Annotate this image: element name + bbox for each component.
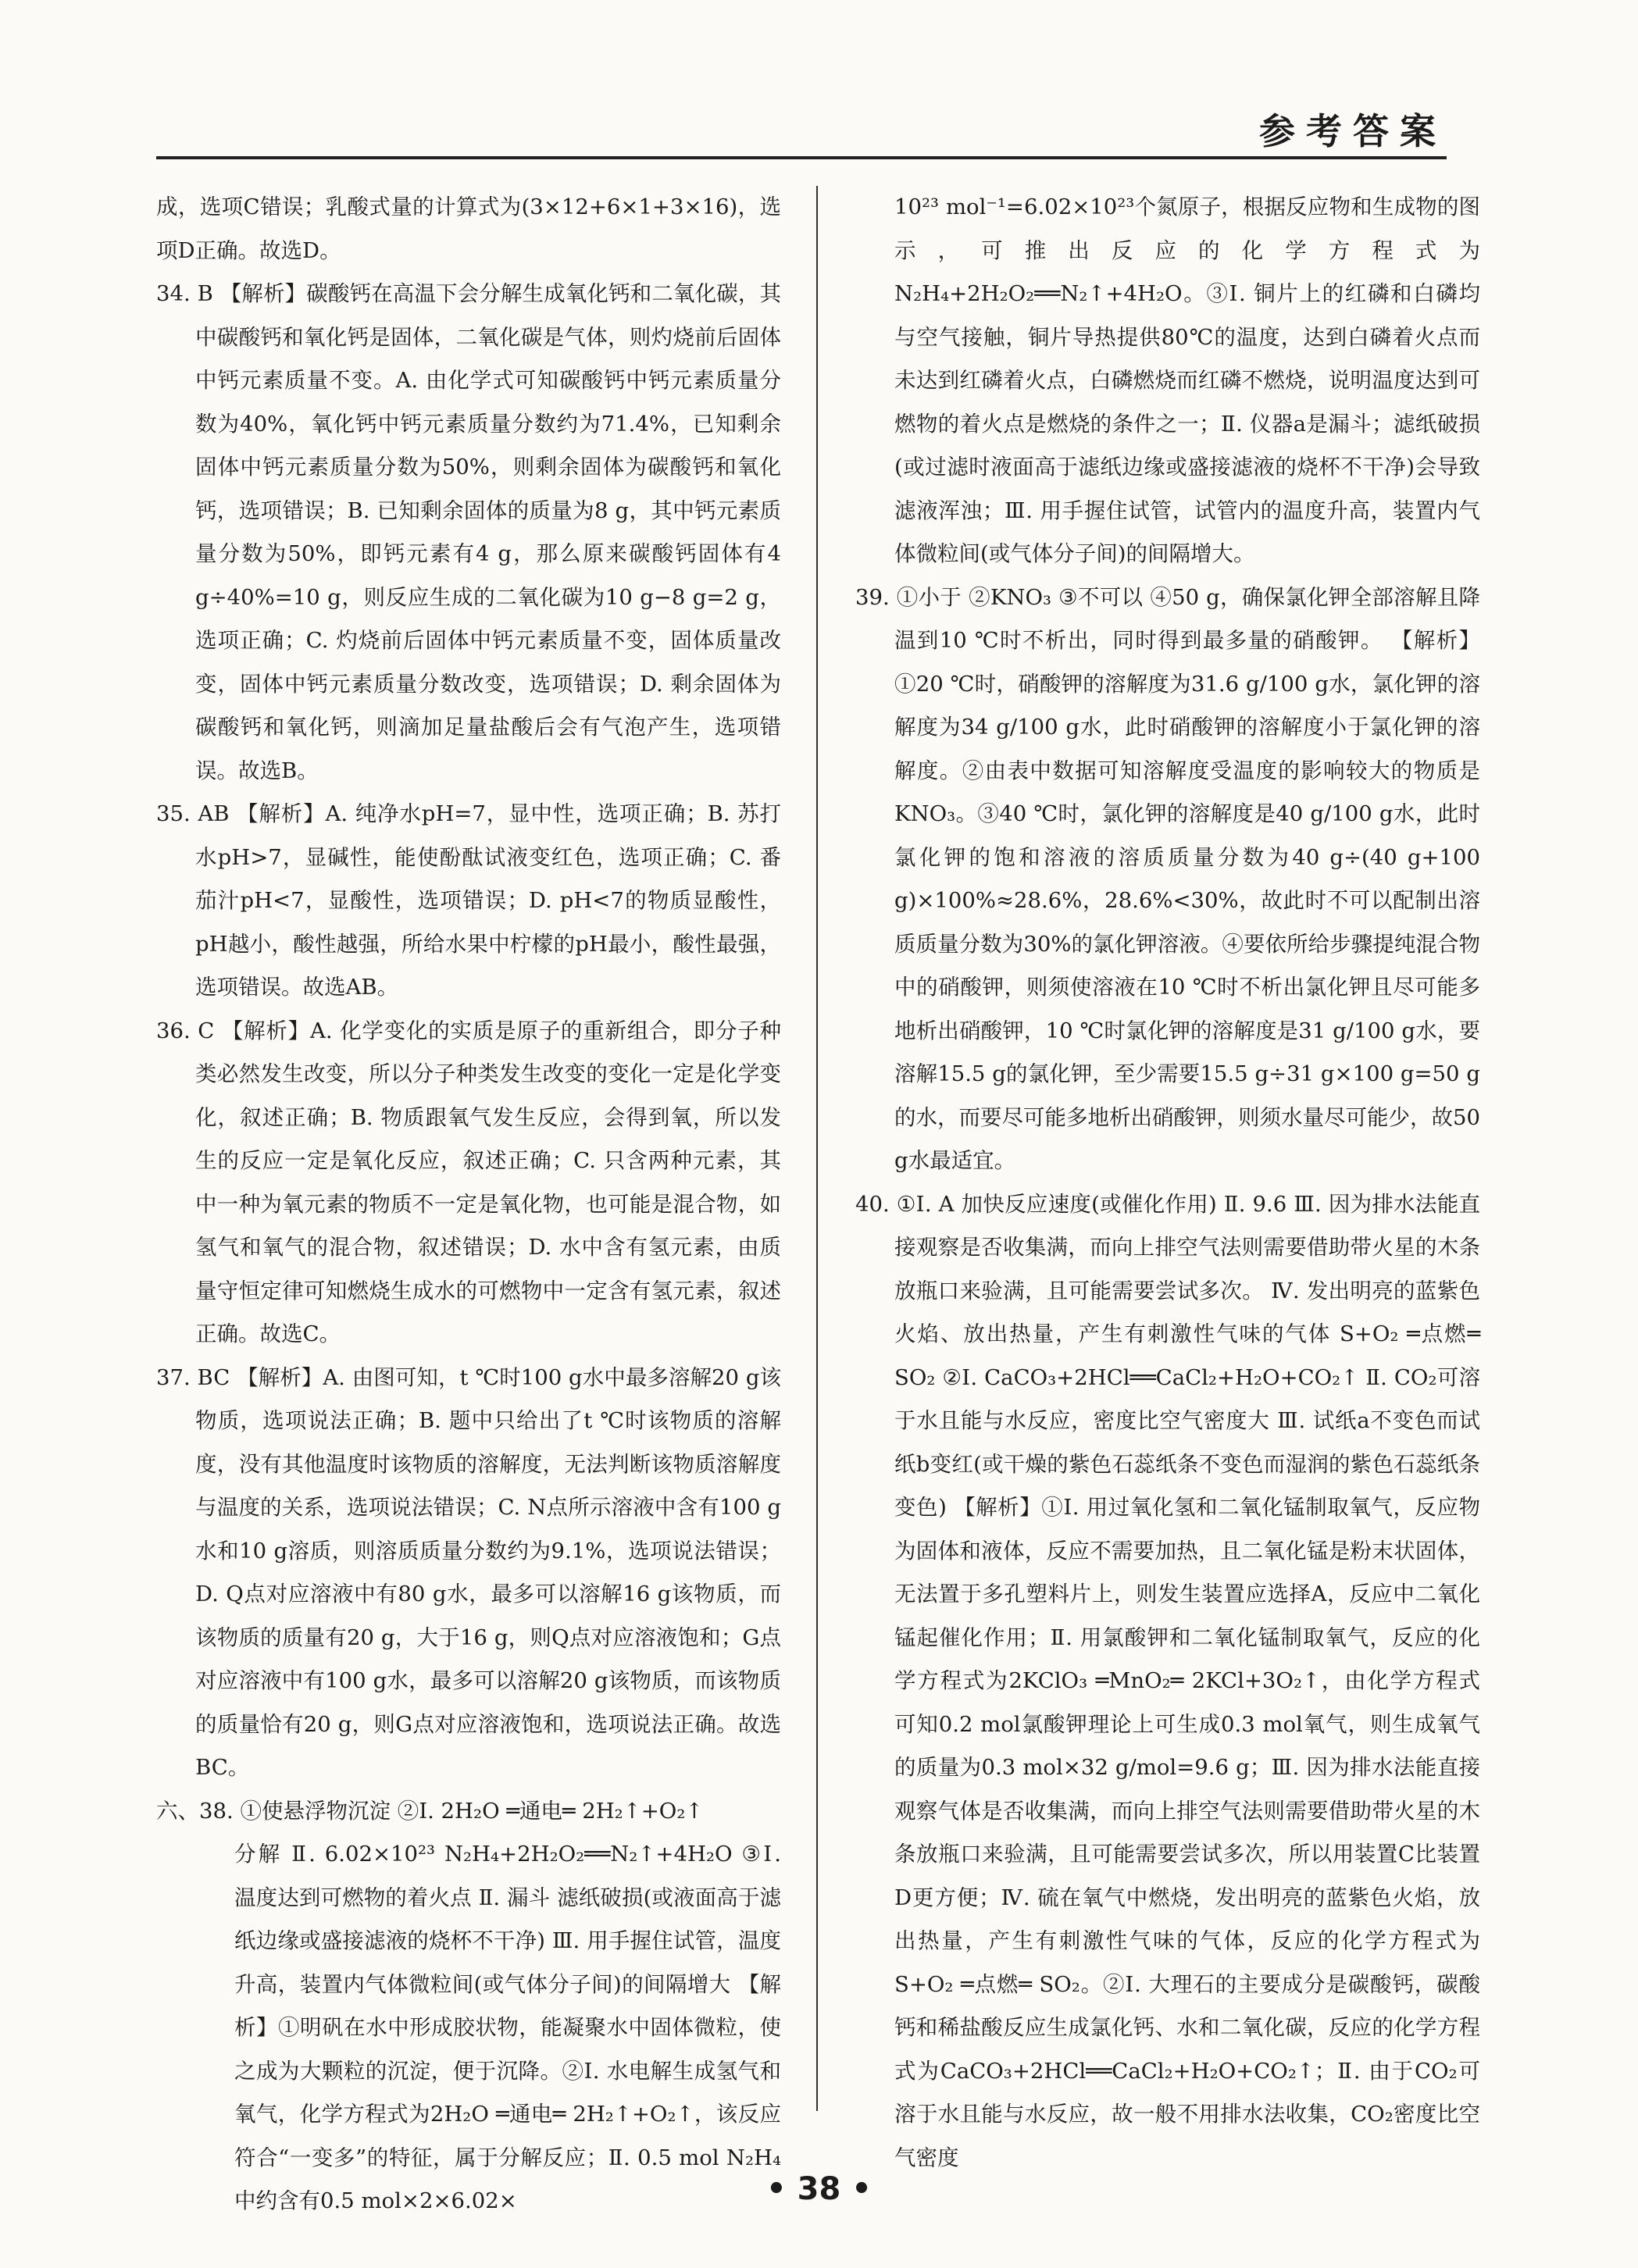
answer-34: 34. B 【解析】碳酸钙在高温下会分解生成氧化钙和二氧化碳，其中碳酸钙和氧化钙是固体，二氧化碳是气体，则灼烧前后固体中钙元素质量不变。A. 由化学式可知碳酸钙中钙元素质量分数为40%，氧化钙中钙元素质量分数约为71.4%，已知剩余固体中钙元素质量分数为50%，则剩余固体为碳酸钙和氧化钙，选项错误；B. 已知剩余固体的质量为8 g，其中钙元素质量分数为50%，即钙元素有4 g，那么原来碳酸钙固体有4 g÷40%=10 g，则反应生成的二氧化碳为10 g−8 g=2 g，选项正确；C. 灼烧前后固体中钙元素质量不变，固体质量改变，固体中钙元素质量分数改变，选项错误；D. 剩余固体为碳酸钙和氧化钙，则滴加足量盐酸后会有气泡产生，选项错误。故选B。 [156,281,781,783]
intro-paragraph: 成，选项C错误；乳酸式量的计算式为(3×12+6×1+3×16)，选项D正确。故选D。 [156,194,781,263]
answer-37: 37. BC 【解析】A. 由图可知，t ℃时100 g水中最多溶解20 g该物质，选项说法正确；B. 题中只给出了t ℃时该物质的溶解度，没有其他温度时该物质的溶解度，无法判断该物质溶解度与温度的关系，选项说法错误；C. N点所示溶液中含有100 g水和10 g溶质，则溶质质量分数约为9.1%，选项说法错误；D. Q点对应溶液中有80 g水，最多可以溶解16 g该物质，而该物质的质量有20 g，大于16 g，则Q点对应溶液饱和；G点对应溶液中有100 g水，最多可以溶解20 g该物质，而该物质的质量恰有20 g，则G点对应溶液饱和，选项说法正确。故选BC。 [156,1364,781,1780]
answer-36: 36. C 【解析】A. 化学变化的实质是原子的重新组合，即分子种类必然发生改变，所以分子种类发生改变的变化一定是化学变化，叙述正确；B. 物质跟氧气发生反应，会得到氧，所以发生的反应一定是氧化反应，叙述正确；C. 只含两种元素，其中一种为氧元素的物质不一定是氧化物，也可能是混合物，如氢气和氧气的混合物，叙述错误；D. 水中含有氢元素，由质量守恒定律可知燃烧生成水的可燃物中一定含有氢元素，叙述正确。故选C。 [156,1018,781,1346]
answer-38-continued: 10²³ mol⁻¹=6.02×10²³个氮原子，根据反应物和生成物的图示，可推出反应的化学方程式为N₂H₄+2H₂O₂══N₂↑+4H₂O。③Ⅰ. 铜片上的红磷和白磷均与空气接触，铜片导热提供80℃的温度，达到白磷着火点而未达到红磷着火点，白磷燃烧而红磷不燃烧，说明温度达到可燃物的着火点是燃烧的条件之一；Ⅱ. 仪器a是漏斗；滤纸破损(或过滤时液面高于滤纸边缘或盛接滤液的烧杯不干净)会导致滤液浑浊；Ⅲ. 用手握住试管，试管内的温度升高，装置内气体微粒间(或气体分子间)的间隔增大。 [894,194,1480,566]
page-header-title: 参考答案 [1259,110,1447,152]
answer-35: 35. AB 【解析】A. 纯净水pH=7，显中性，选项正确；B. 苏打水pH>7，显碱性，能使酚酞试液变红色，选项正确；C. 番茄汁pH<7，显酸性，选项错误；D. pH<7的物质显酸性，pH越小，酸性越强，所给水果中柠檬的pH最小，酸性最强，选项错误。故选AB。 [156,801,781,1000]
column-divider [816,186,818,2111]
answer-40: 40. ①Ⅰ. A 加快反应速度(或催化作用) Ⅱ. 9.6 Ⅲ. 因为排水法能直接观察是否收集满，而向上排空气法则需要借助带火星的木条放瓶口来验满，且可能需要尝试多次。 Ⅳ. 发出明亮的蓝紫色火焰、放出热量，产生有刺激性气味的气体 S+O₂ ═点燃═ SO₂ ②Ⅰ. CaCO₃+2HCl══CaCl₂+H₂O+CO₂↑ Ⅱ. CO₂可溶于水且能与水反应，密度比空气密度大 Ⅲ. 试纸a不变色而试纸b变红(或干燥的紫色石蕊纸条不变色而湿润的紫色石蕊纸条变色) 【解析】①Ⅰ. 用过氧化氢和二氧化锰制取氧气，反应物为固体和液体，反应不需要加热，且二氧化锰是粉末状固体，无法置于多孔塑料片上，则发生装置应选择A，反应中二氧化锰起催化作用；Ⅱ. 用氯酸钾和二氧化锰制取氧气，反应的化学方程式为2KClO₃ ═MnO₂═ 2KCl+3O₂↑，由化学方程式可知0.2 mol氯酸钾理论上可生成0.3 mol氧气，则生成氧气的质量为0.3 mol×32 g/mol=9.6 g；Ⅲ. 因为排水法能直接观察气体是否收集满，而向上排空气法则需要借助带火星的木条放瓶口来验满，且可能需要尝试多次，所以用装置C比装置D更方便；Ⅳ. 硫在氧气中燃烧，发出明亮的蓝紫色火焰，放出热量，产生有刺激性气味的气体，反应的化学方程式为S+O₂ ═点燃═ SO₂。②Ⅰ. 大理石的主要成分是碳酸钙，碳酸钙和稀盐酸反应生成氯化钙、水和二氧化碳，反应的化学方程式为CaCO₃+2HCl══CaCl₂+H₂O+CO₂↑；Ⅱ. 由于CO₂可溶于水且能与水反应，故一般不用排水法收集，CO₂密度比空气密度 [855,1191,1480,2170]
header-divider [156,156,1447,159]
answer-39: 39. ①小于 ②KNO₃ ③不可以 ④50 g，确保氯化钾全部溶解且降温到10 ℃时不析出，同时得到最多量的硝酸钾。 【解析】①20 ℃时，硝酸钾的溶解度为31.6 g/100 g水，氯化钾的溶解度为34 g/100 g水，此时硝酸钾的溶解度小于氯化钾的溶解度。②由表中数据可知溶解度受温度的影响较大的物质是KNO₃。③40 ℃时，氯化钾的溶解度是40 g/100 g水，此时氯化钾的饱和溶液的溶质质量分数为40 g÷(40 g+100 g)×100%≈28.6%，28.6%<30%，故此时不可以配制出溶质质量分数为30%的氯化钾溶液。④要依所给步骤提纯混合物中的硝酸钾，则须使溶液在10 ℃时不析出氯化钾且尽可能多地析出硝酸钾，10 ℃时氯化钾的溶解度是31 g/100 g水，要溶解15.5 g的氯化钾，至少需要15.5 g÷31 g×100 g=50 g的水，而要尽可能多地析出硝酸钾，则须水量尽可能少，故50 g水最适宜。 [855,584,1480,1173]
left-column [156,186,781,2213]
page-number: • 38 • [766,2171,872,2207]
answer-38-body: 分解 Ⅱ. 6.02×10²³ N₂H₄+2H₂O₂══N₂↑+4H₂O ③Ⅰ. 温度达到可燃物的着火点 Ⅱ. 漏斗 滤纸破损(或液面高于滤纸边缘或盛接滤液的烧杯不干净) Ⅲ. 用手握住试管，温度升高，装置内气体微粒间(或气体分子间)的间隔增大 【解析】①明矾在水中形成胶状物，能凝聚水中固体微粒，使之成为大颗粒的沉淀，便于沉降。②Ⅰ. 水电解生成氢气和氧气，化学方程式为2H₂O ═通电═ 2H₂↑+O₂↑，该反应符合“一变多”的特征，属于分解反应；Ⅱ. 0.5 mol N₂H₄中约含有0.5 mol×2×6.02× [234,1842,781,2213]
answer-38-heading: 六、38. ①使悬浮物沉淀 ②Ⅰ. 2H₂O ═通电═ 2H₂↑+O₂↑ [156,1798,704,1824]
right-column [855,186,1480,2170]
